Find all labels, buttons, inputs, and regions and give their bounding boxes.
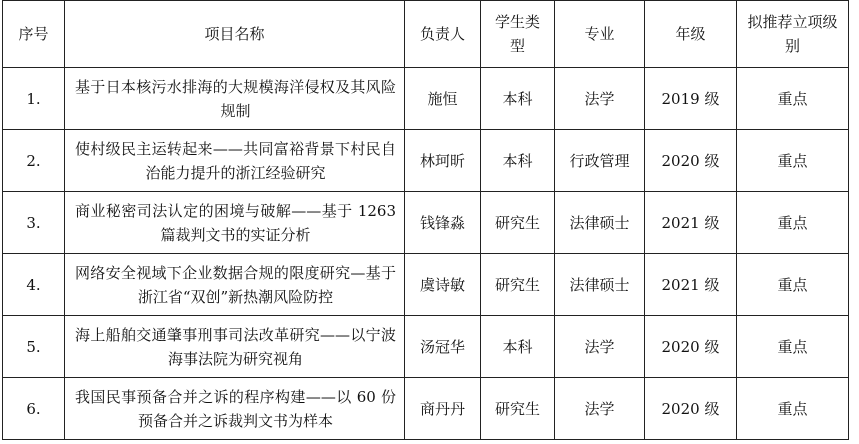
cell-project-name: 海上船舶交通肇事刑事司法改革研究——以宁波海事法院为研究视角 — [65, 316, 405, 378]
cell-level: 重点 — [737, 254, 849, 316]
cell-project-name: 网络安全视域下企业数据合规的限度研究—基于浙江省“双创”新热潮风险防控 — [65, 254, 405, 316]
cell-student-type: 本科 — [481, 316, 555, 378]
header-level: 拟推荐立项级别 — [737, 1, 849, 68]
cell-student-type: 本科 — [481, 130, 555, 192]
header-name: 项目名称 — [65, 1, 405, 68]
cell-seq: 2. — [3, 130, 65, 192]
cell-seq: 4. — [3, 254, 65, 316]
cell-major: 法学 — [555, 378, 645, 440]
table-row — [3, 130, 849, 192]
cell-level: 重点 — [737, 130, 849, 192]
cell-project-name: 我国民事预备合并之诉的程序构建——以 60 份预备合并之诉裁判文书为样本 — [65, 378, 405, 440]
cell-leader: 虞诗敏 — [405, 254, 481, 316]
cell-major: 法律硕士 — [555, 254, 645, 316]
cell-leader: 施恒 — [405, 68, 481, 130]
cell-grade: 2020 级 — [645, 378, 737, 440]
cell-level: 重点 — [737, 192, 849, 254]
header-student-type: 学生类型 — [481, 1, 555, 68]
cell-project-name: 商业秘密司法认定的困境与破解——基于 1263 篇裁判文书的实证分析 — [65, 192, 405, 254]
cell-level: 重点 — [737, 316, 849, 378]
cell-level: 重点 — [737, 378, 849, 440]
table-row — [3, 378, 849, 440]
cell-leader: 林珂昕 — [405, 130, 481, 192]
cell-student-type: 研究生 — [481, 254, 555, 316]
header-grade: 年级 — [645, 1, 737, 68]
header-leader: 负责人 — [405, 1, 481, 68]
cell-major: 行政管理 — [555, 130, 645, 192]
cell-student-type: 本科 — [481, 68, 555, 130]
cell-project-name: 基于日本核污水排海的大规模海洋侵权及其风险规制 — [65, 68, 405, 130]
table-row — [3, 192, 849, 254]
cell-grade: 2021 级 — [645, 254, 737, 316]
cell-major: 法学 — [555, 68, 645, 130]
cell-seq: 3. — [3, 192, 65, 254]
cell-grade: 2020 级 — [645, 316, 737, 378]
cell-seq: 1. — [3, 68, 65, 130]
table-row — [3, 68, 849, 130]
cell-major: 法学 — [555, 316, 645, 378]
header-major: 专业 — [555, 1, 645, 68]
cell-grade: 2021 级 — [645, 192, 737, 254]
project-table-wrapper — [2, 0, 849, 440]
table-row — [3, 316, 849, 378]
cell-grade: 2019 级 — [645, 68, 737, 130]
cell-leader: 汤冠华 — [405, 316, 481, 378]
cell-seq: 5. — [3, 316, 65, 378]
cell-leader: 钱锋淼 — [405, 192, 481, 254]
cell-project-name: 使村级民主运转起来——共同富裕背景下村民自治能力提升的浙江经验研究 — [65, 130, 405, 192]
cell-student-type: 研究生 — [481, 378, 555, 440]
cell-student-type: 研究生 — [481, 192, 555, 254]
cell-grade: 2020 级 — [645, 130, 737, 192]
table-body — [3, 68, 849, 440]
project-table — [2, 0, 849, 440]
table-row — [3, 254, 849, 316]
cell-level: 重点 — [737, 68, 849, 130]
header-seq: 序号 — [3, 1, 65, 68]
cell-leader: 商丹丹 — [405, 378, 481, 440]
header-row — [3, 1, 849, 68]
cell-major: 法律硕士 — [555, 192, 645, 254]
cell-seq: 6. — [3, 378, 65, 440]
